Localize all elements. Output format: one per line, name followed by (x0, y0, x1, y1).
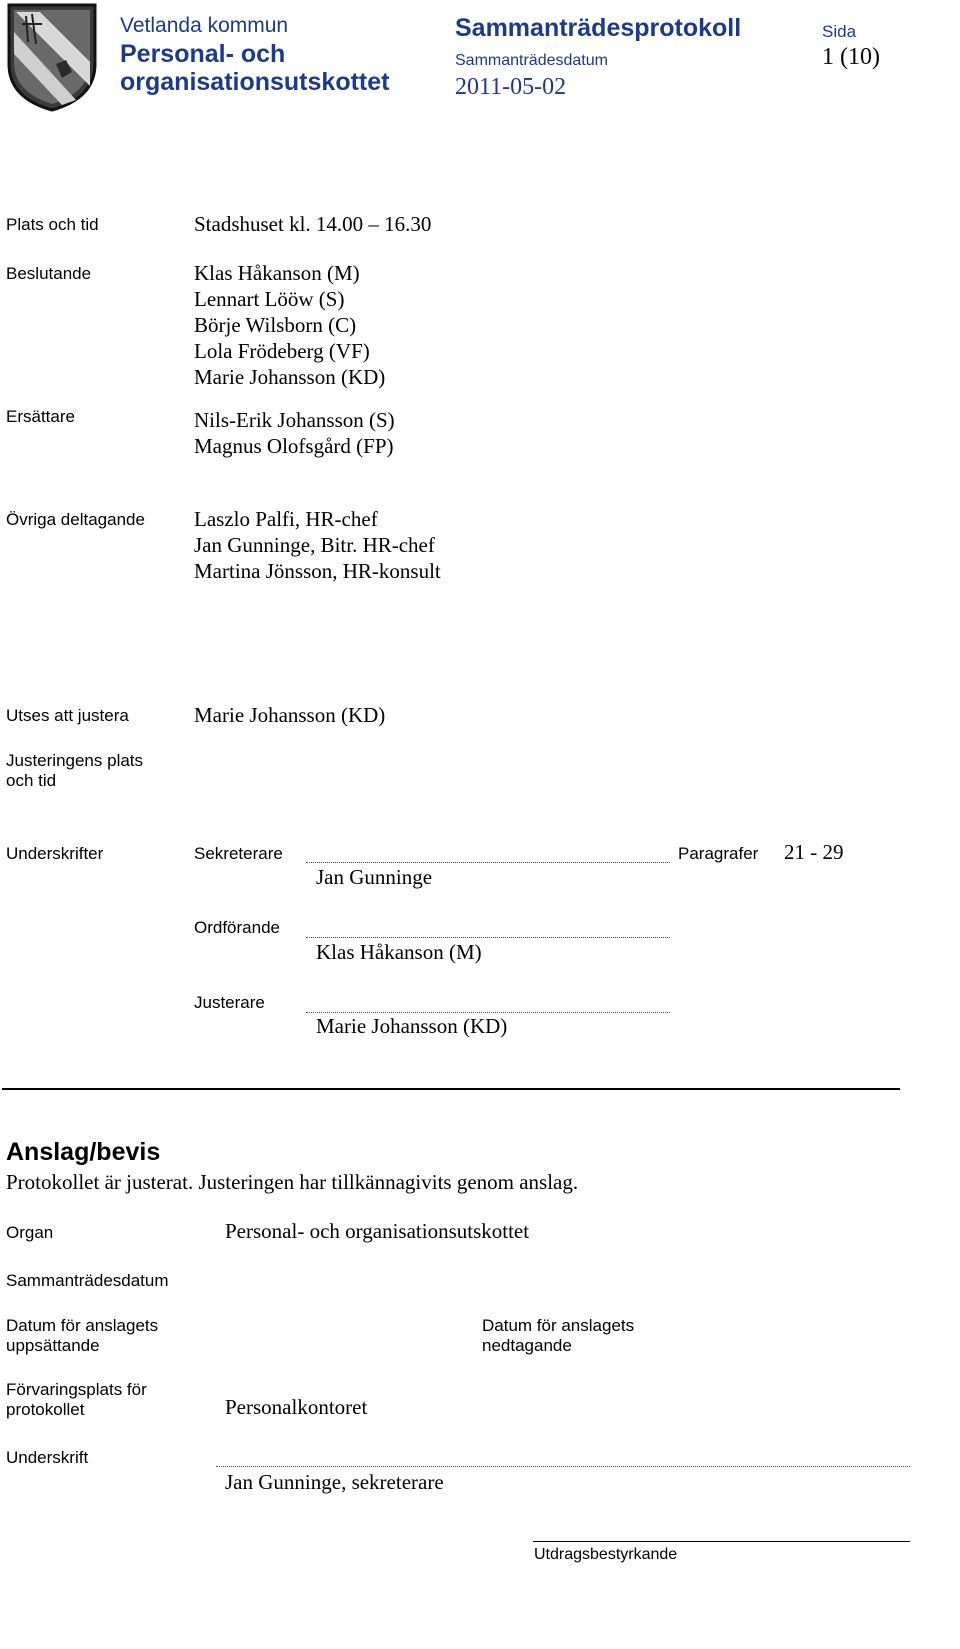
organ-value: Personal- och organisationsutskottet (225, 1219, 530, 1243)
committee-name-line1: Personal- och (120, 40, 286, 68)
chair-label: Ordförande (194, 918, 280, 937)
adjuster-signature-line (306, 1012, 670, 1013)
decision-member: Börje Wilsborn (C) (194, 313, 357, 337)
adjustment-place-label-line2: och tid (6, 771, 57, 790)
municipality-name: Vetlanda kommun (120, 14, 289, 37)
decision-member: Lennart Lööw (S) (194, 287, 345, 311)
meeting-date-label: Sammanträdesdatum (455, 52, 608, 69)
page-label: Sida (822, 22, 857, 41)
removed-date-label-line1: Datum för anslagets (482, 1316, 635, 1335)
signature-name: Jan Gunninge, sekreterare (225, 1470, 444, 1494)
adjuster-name: Marie Johansson (KD) (316, 1014, 508, 1038)
section-divider (2, 1088, 900, 1090)
signature-line (216, 1466, 910, 1467)
adjuster-appointed-value: Marie Johansson (KD) (194, 703, 386, 727)
substitutes-list (194, 407, 395, 459)
posted-date-label-line1: Datum för anslagets (6, 1316, 159, 1335)
municipality-coat-of-arms (6, 2, 98, 112)
substitute-member: Magnus Olofsgård (FP) (194, 434, 394, 458)
removed-date-label-line2: nedtagande (482, 1336, 572, 1355)
decision-makers-list (194, 260, 385, 390)
place-time-value: Stadshuset kl. 14.00 – 16.30 (194, 212, 432, 236)
storage-label-line1: Förvaringsplats för (6, 1380, 147, 1399)
adjuster-label: Justerare (194, 993, 265, 1012)
decision-member: Marie Johansson (KD) (194, 365, 386, 389)
other-participant: Jan Gunninge, Bitr. HR-chef (194, 533, 435, 557)
storage-value: Personalkontoret (225, 1395, 368, 1419)
chair-name: Klas Håkanson (M) (316, 940, 482, 964)
notice-meeting-date-label: Sammanträdesdatum (6, 1271, 169, 1290)
storage-label-line2: protokollet (6, 1400, 85, 1419)
notice-text: Protokollet är justerat. Justeringen har tillkännagivits genom anslag. (6, 1170, 579, 1194)
decision-member: Lola Frödeberg (VF) (194, 339, 370, 363)
page-number: 1 (10) (822, 44, 880, 70)
paragraphs-value: 21 - 29 (784, 840, 844, 864)
secretary-name: Jan Gunninge (316, 865, 433, 889)
secretary-signature-line (306, 862, 670, 863)
committee-name-line2: organisationsutskottet (120, 68, 390, 96)
other-participants-label: Övriga deltagande (6, 510, 145, 529)
place-time-label: Plats och tid (6, 215, 99, 234)
document-title: Sammanträdesprotokoll (455, 14, 742, 42)
signature-label: Underskrift (6, 1448, 89, 1467)
chair-signature-line (306, 937, 670, 938)
other-participants-list (194, 506, 441, 584)
substitutes-label: Ersättare (6, 407, 75, 426)
adjuster-appointed-label: Utses att justera (6, 706, 129, 725)
extract-certification-label: Utdragsbestyrkande (534, 1546, 678, 1563)
substitute-member: Nils-Erik Johansson (S) (194, 408, 395, 432)
other-participant: Martina Jönsson, HR-konsult (194, 559, 441, 583)
posted-date-label-line2: uppsättande (6, 1336, 100, 1355)
organ-label: Organ (6, 1223, 54, 1242)
other-participant: Laszlo Palfi, HR-chef (194, 507, 378, 531)
signatures-label: Underskrifter (6, 844, 104, 863)
adjustment-place-label-line1: Justeringens plats (6, 751, 144, 770)
secretary-label: Sekreterare (194, 844, 283, 863)
meeting-date-value: 2011-05-02 (455, 74, 567, 100)
decision-member: Klas Håkanson (M) (194, 261, 360, 285)
decision-makers-label: Beslutande (6, 264, 92, 283)
paragraphs-label: Paragrafer (678, 844, 759, 863)
footer-line (533, 1541, 910, 1542)
notice-title: Anslag/bevis (6, 1138, 161, 1166)
